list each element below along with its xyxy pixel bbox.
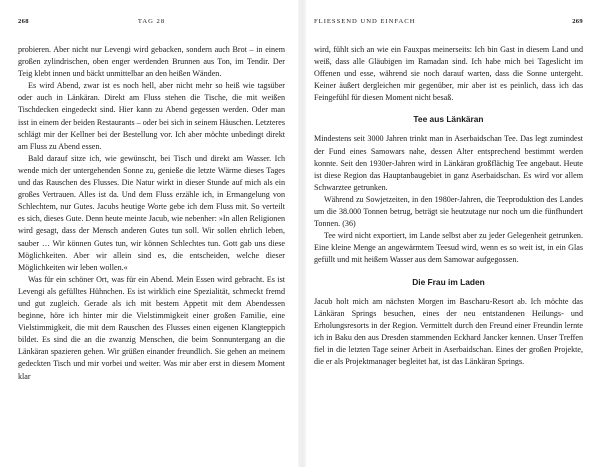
book-gutter <box>298 0 306 467</box>
paragraph: Bald darauf sitze ich, wie gewünscht, bei Tisch und direkt am Wasser. Ich wende mich der untergehenden Sonne zu, genieße die letzte Wärme dieses Tages und das Rauschen des Flusses. Die Natur wirkt in dieser Stunde auf mich als ein großes Vertrauen. Alles ist da. Und dem Fluss erzähle ich, in Ermangelung von Schlechtem, nur Gutes. Jacubs heutige Worte gebe ich dem Fluss mit. So verteilt es sich, dieses Gute. Denn heute meinte Jacub, wie nebenher: »In allen Religionen wird gesagt, dass der Mensch anderen Gutes tun soll. Wir sollen ehrlich leben, sauber … Wir können Gutes tun, wir können Schlechtes tun. Gott gab uns diese Möglichkeiten. Aber wir allein sind es, die entscheiden, welche dieser Möglichkeiten wir leben wollen.« <box>18 153 285 272</box>
page-number-right: 269 <box>572 18 583 25</box>
left-page-header <box>18 16 285 30</box>
paragraph: Mindestens seit 3000 Jahren trinkt man in Aserbaidschan Tee. Das legt zumindest der Fund eines Samowars nahe, dessen Alter entsprechend bestimmt werden konnte. Seit den 1930er-Jahren wird in Länkäran großflächig Tee angebaut. Heute ist diese Region das Hauptanbaugebiet in ganz Aserbaidschan. Es wird vor allem Schwarztee getrunken. <box>314 134 583 192</box>
section-heading-shop: Die Frau im Laden <box>412 276 485 287</box>
paragraph: probieren. Aber nicht nur Levengi wird gebacken, sondern auch Brot – in einem großen zylindrischen, oben enger werdenden Brunnen aus Ton, im Tendir. Der Teig klebt innen und bäckt unmittelbar an den heißen Wänden. <box>18 45 285 79</box>
right-page-header <box>314 16 583 30</box>
running-head-right: FLIESSEND UND EINFACH <box>314 18 416 25</box>
paragraph: Während zu Sowjetzeiten, in den 1980er-Jahren, die Teeproduktion des Landes um die 38.000 Tonnen betrug, beträgt sie heutzutage nur noch um die fünfhundert Tonnen. (36) <box>314 194 583 229</box>
paragraph: wird, fühlt sich an wie ein Fauxpas meinerseits: Ich bin Gast in diesem Land und weiß, dass alle Gläubigen im Ramadan sind. Ich habe mich bei Tageslicht im Offenen und esse, während sie noch darauf warten, dass die Sonne untergeht. Keiner äußert dergleichen mir gegenüber, mir aber ist es peinlich, dass ich das Feingefühl für diesen Moment nicht besaß. <box>314 45 583 103</box>
paragraph: Jacub holt mich am nächsten Morgen im Bascharu-Resort ab. Ich möchte das Länkäran Springs besuchen, eines der neu entstandenen Heilungs- und Erholungsresorts in der Region. Vermittelt durch den Freund einer Freundin lernte ich in Baku den aus Dresden stammenden Eckhard Jancker kennen. Unser Treffen fiel in die letzten Tage seiner Arbeit in Aserbaidschan. Eines der großen Projekte, die er als Projektmanager begleitet hat, ist das Länkäran Springs. <box>314 296 583 366</box>
right-page-body <box>314 44 583 368</box>
section-heading-tea: Tee aus Länkäran <box>413 114 484 125</box>
running-head-left: TAG 28 <box>137 18 166 25</box>
left-page <box>0 0 298 467</box>
paragraph: Was für ein schöner Ort, was für ein Abend. Mein Essen wird gebracht. Es ist Levengi als gefülltes Hühnchen. Es ist wirklich eine Spezialität, schmeckt fremd und gut zugleich. Gerade als ich mit bestem Appetit mit dem Abendessen beginne, höre ich hinter mir die Vielstimmigkeit einer großen Familie, eine Vielstimmigkeit, die mit dem Rauschen des Flusses einen eigenen Klangteppich bildet. Es sind die an die zwanzig Menschen, die beim Sonnuntergang an die Länkäran spazieren gehen. Wir grüßen einander freundlich. Sie gehen an meinem gedeckten Tisch und mir vorbei und weiter. Was mir aber erst in diesem Moment klar <box>18 274 285 381</box>
page-number-left: 268 <box>18 18 29 25</box>
left-page-body <box>18 44 285 383</box>
right-page <box>306 0 600 467</box>
paragraph: Es wird Abend, zwar ist es noch hell, aber nicht mehr so heiß wie tagsüber oder auch in Länkäran. Direkt am Fluss stehen die Tische, die mit weißen Tischdecken eingedeckt sind. Hier kann zu Abend gegessen werden. Oder man isst in einem der beiden Restaurants – oder bei sich in seinem Häuschen. Letzteres schlägt mir der Kellner bei der Bestellung vor. Ich aber möchte unbedingt direkt am Fluss zu Abend essen. <box>18 81 286 151</box>
paragraph: Tee wird nicht exportiert, im Lande selbst aber zu jeder Gelegenheit getrunken. Eine kleine Menge an angewärmtem Teesud wird, wenn es so weit ist, in ein Glas gefüllt und mit heißem Wasser aus dem Samowar aufgegossen. <box>314 231 583 265</box>
